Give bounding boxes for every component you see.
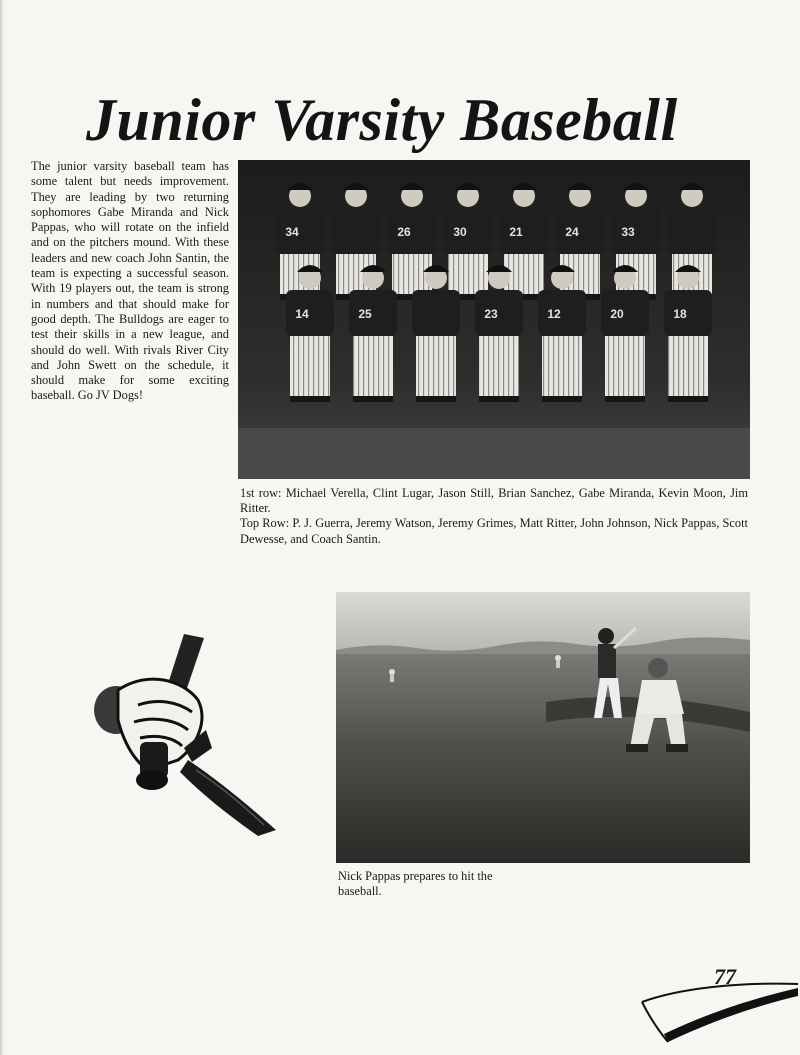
page-title: Junior Varsity Baseball xyxy=(86,87,678,153)
team-photo-illustration xyxy=(238,160,750,479)
page-number: 77 xyxy=(714,964,736,989)
jersey-number: 33 xyxy=(621,225,635,239)
jersey-number: 34 xyxy=(285,225,299,239)
team-photo-caption xyxy=(240,486,748,547)
jersey-number: 21 xyxy=(509,225,523,239)
jersey-number: 14 xyxy=(295,307,309,321)
caption-first-row: 1st row: Michael Verella, Clint Lugar, Jason Still, Brian Sanchez, Gabe Miranda, Kevin Moon, Jim Ritter. xyxy=(240,486,748,516)
action-photo-caption: Nick Pappas prepares to hit the baseball. xyxy=(338,869,493,899)
team-photo xyxy=(238,160,750,479)
caption-top-row: Top Row: P. J. Guerra, Jeremy Watson, Jeremy Grimes, Matt Ritter, John Johnson, Nick Pappas, Scott Dewesse, and Coach Santin. xyxy=(240,516,748,546)
action-photo xyxy=(336,592,750,863)
page-binding-edge xyxy=(0,0,4,1055)
hand-bat-illustration xyxy=(88,630,288,840)
jersey-number: 25 xyxy=(358,307,372,321)
action-photo-illustration xyxy=(336,592,750,863)
jersey-number: 20 xyxy=(610,307,624,321)
jersey-number: 24 xyxy=(565,225,579,239)
jersey-number: 30 xyxy=(453,225,467,239)
jersey-number: 12 xyxy=(547,307,561,321)
jersey-number: 26 xyxy=(397,225,411,239)
intro-paragraph: The junior varsity baseball team has some talent but needs improvement. They are leading by two returning sophomores Gabe Miranda and Nick Pappas, who will rotate on the infield and on the pitchers mound. With these leaders and new coach John Santin, the team is expecting a successful season. With 19 players out, the team is strong in numbers and that should make for good depth. The Bulldogs are eager to test their skills in a new league, and should do well. With rivals River City and John Swett on the schedule, it should make for some exciting baseball. Go JV Dogs! xyxy=(31,159,229,403)
jersey-number: 18 xyxy=(673,307,687,321)
jersey-number: 23 xyxy=(484,307,498,321)
